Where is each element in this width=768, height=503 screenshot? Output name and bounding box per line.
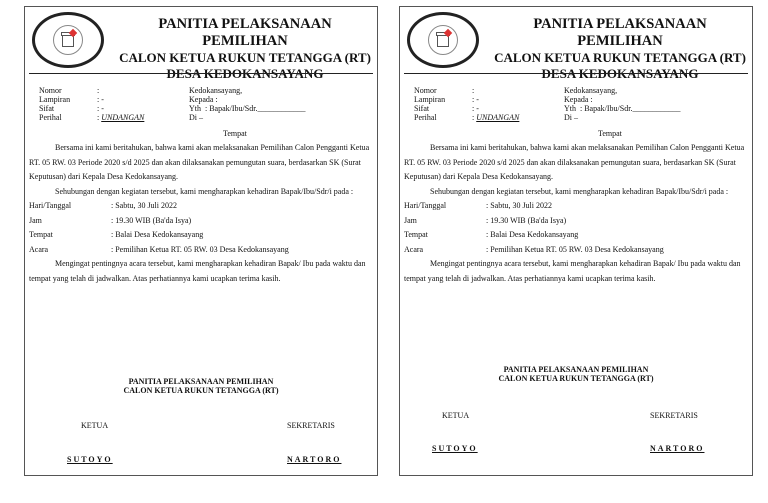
closing-line-2: CALON KETUA RUKUN TETANGGA (RT) <box>123 386 279 395</box>
header-divider <box>29 73 373 74</box>
sifat-label: Sifat <box>414 104 430 113</box>
di-label: Di – <box>189 113 203 122</box>
sekretaris-name: NARTORO <box>650 444 705 453</box>
perihal-colon: : <box>97 113 100 122</box>
invitation-letter-1 <box>24 6 378 476</box>
sifat-value: : - <box>97 104 104 113</box>
di-label: Di – <box>564 113 578 122</box>
jam-label: Jam <box>29 215 42 225</box>
acara-label: Acara <box>404 244 424 254</box>
tempat-line: Tempat <box>223 129 247 138</box>
hari-label: Hari/Tanggal <box>29 201 72 210</box>
kepada-line: Kepada : <box>189 95 218 104</box>
header-line-1: PANITIA PELAKSANAAN PEMILIHAN <box>158 16 332 49</box>
ketua-label: KETUA <box>81 421 109 430</box>
ketua-name: SUTOYO <box>67 455 113 464</box>
body-paragraph-1: Bersama ini kami beritahukan, bahwa kami akan melaksanakan Pemilihan Calon Pengganti Ketua RT. 05 RW. 03 Periode 2020 s/d 2025 dan akan dilaksanakan pemungutan suara, berdasarkan SK (Surat Keputusan) dari Kepala Desa Kedokansayang. <box>29 143 370 181</box>
closing-line-2: CALON KETUA RUKUN TETANGGA (RT) <box>498 374 654 383</box>
tempat-value: : Balai Desa Kedokansayang <box>486 230 579 239</box>
kepada-line: Kepada : <box>564 95 593 104</box>
closing-block <box>25 377 377 395</box>
lampiran-label: Lampiran <box>414 95 446 104</box>
ballot-box-logo-icon <box>407 12 479 68</box>
header-line-2: CALON KETUA RUKUN TETANGGA (RT) <box>494 50 746 65</box>
letter-meta <box>414 86 519 122</box>
hari-value: : Sabtu, 30 Juli 2022 <box>486 201 553 210</box>
perihal-value: UNDANGAN <box>101 113 145 122</box>
sekretaris-label: SEKRETARIS <box>287 421 335 430</box>
jam-value: : 19.30 WIB (Ba'da Isya) <box>111 215 192 225</box>
header-line-1: PANITIA PELAKSANAAN PEMILIHAN <box>533 16 707 49</box>
body-paragraph-2: Sehubungan dengan kegiatan tersebut, kami mengharapkan kehadiran Bapak/Ibu/Sdr/i pada : <box>55 186 354 196</box>
hari-label: Hari/Tanggal <box>404 201 447 210</box>
perihal-colon: : <box>472 113 475 122</box>
body-paragraph-3: Mengingat pentingnya acara tersebut, kami mengharapkan kehadiran Bapak/ Ibu pada waktu dan tempat yang telah di jadwalkan. Atas perhatiannya kami ucapkan terima kasih. <box>29 259 366 283</box>
hari-value: : Sabtu, 30 Juli 2022 <box>111 201 178 210</box>
header-line-3: DESA KEDOKANSAYANG <box>541 66 699 81</box>
body-paragraph-1: Bersama ini kami beritahukan, bahwa kami akan melaksanakan Pemilihan Calon Pengganti Ketua RT. 05 RW. 03 Periode 2020 s/d 2025 dan akan dilaksanakan pemungutan suara, berdasarkan SK (Surat Keputusan) dari Kepala Desa Kedokansayang. <box>404 143 745 181</box>
yth-value: : Bapak/Ibu/Sdr.____________ <box>580 104 681 113</box>
sifat-label: Sifat <box>39 104 55 113</box>
letter-recipient <box>189 86 305 138</box>
place-line: Kedokansayang, <box>189 86 243 95</box>
sekretaris-name: NARTORO <box>287 455 342 464</box>
perihal-label: Perihal <box>39 113 62 122</box>
sifat-value: : - <box>472 104 479 113</box>
letter-recipient <box>564 86 680 138</box>
header-line-3: DESA KEDOKANSAYANG <box>166 66 324 81</box>
tempat-line: Tempat <box>598 129 622 138</box>
yth-label: Yth <box>564 104 576 113</box>
nomor-label: Nomor <box>414 86 437 95</box>
lampiran-label: Lampiran <box>39 95 71 104</box>
ketua-name: SUTOYO <box>432 444 478 453</box>
place-line: Kedokansayang, <box>564 86 618 95</box>
nomor-value: : <box>472 86 475 95</box>
jam-label: Jam <box>404 215 417 225</box>
ketua-label: KETUA <box>442 411 470 420</box>
nomor-label: Nomor <box>39 86 62 95</box>
lampiran-value: : - <box>97 95 104 104</box>
acara-value: : Pemilihan Ketua RT. 05 RW. 03 Desa Kedokansayang <box>111 244 289 254</box>
header-divider <box>404 73 748 74</box>
header-line-2: CALON KETUA RUKUN TETANGGA (RT) <box>119 50 371 65</box>
invitation-letter-2 <box>399 6 753 476</box>
nomor-value: : <box>97 86 100 95</box>
letter-meta <box>39 86 144 122</box>
letter-body <box>29 141 371 286</box>
lampiran-value: : - <box>472 95 479 104</box>
closing-line-1: PANITIA PELAKSANAAN PEMILIHAN <box>128 377 274 386</box>
tempat-value: : Balai Desa Kedokansayang <box>111 230 204 239</box>
sekretaris-label: SEKRETARIS <box>650 411 698 420</box>
body-paragraph-2: Sehubungan dengan kegiatan tersebut, kami mengharapkan kehadiran Bapak/Ibu/Sdr/i pada : <box>430 186 729 196</box>
perihal-value: UNDANGAN <box>476 113 520 122</box>
yth-label: Yth <box>189 104 201 113</box>
acara-value: : Pemilihan Ketua RT. 05 RW. 03 Desa Kedokansayang <box>486 244 664 254</box>
tempat-label: Tempat <box>404 230 428 239</box>
perihal-label: Perihal <box>414 113 437 122</box>
closing-line-1: PANITIA PELAKSANAAN PEMILIHAN <box>503 365 649 374</box>
letter-body <box>404 141 746 286</box>
closing-block <box>400 365 752 383</box>
acara-label: Acara <box>29 244 49 254</box>
tempat-label: Tempat <box>29 230 53 239</box>
yth-value: : Bapak/Ibu/Sdr.____________ <box>205 104 306 113</box>
ballot-box-logo-icon <box>32 12 104 68</box>
body-paragraph-3: Mengingat pentingnya acara tersebut, kami mengharapkan kehadiran Bapak/ Ibu pada waktu dan tempat yang telah di jadwalkan. Atas perhatiannya kami ucapkan terima kasih. <box>404 259 741 283</box>
jam-value: : 19.30 WIB (Ba'da Isya) <box>486 215 567 225</box>
